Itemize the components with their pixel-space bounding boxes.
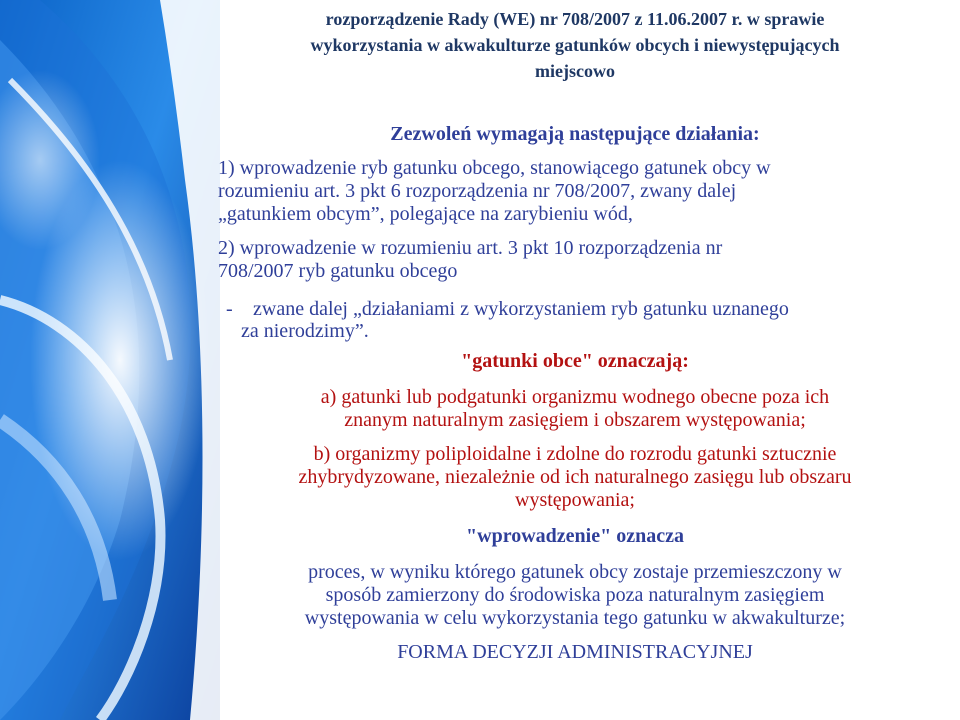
slide-content: [205, 0, 955, 720]
dash-item-line: za nierodzimy”.: [241, 320, 369, 342]
item-2-line: 2) wprowadzenie w rozumieniu art. 3 pkt 10 rozporządzenia nr: [218, 237, 723, 259]
process-line: proces, w wyniku którego gatunek obcy zostaje przemieszczony w: [308, 561, 842, 583]
item-1-line: 1) wprowadzenie ryb gatunku obcego, stanowiącego gatunek obcy w: [218, 157, 771, 179]
slide-title: [225, 6, 925, 84]
item-2-line: 708/2007 ryb gatunku obcego: [218, 260, 458, 282]
dash-bullet: -: [226, 298, 233, 320]
definition-b-line: zhybrydyzowane, niezależnie od ich naturalnego zasięgu lub obszaru: [298, 466, 852, 488]
blue-swirl-background: [0, 0, 220, 720]
title-line: miejscowo: [535, 61, 615, 81]
process-line: sposób zamierzony do środowiska poza naturalnym zasięgiem: [325, 584, 825, 606]
definition-b-line: występowania;: [515, 489, 635, 511]
title-line: wykorzystania w akwakulturze gatunków obcych i niewystępujących: [310, 35, 840, 55]
definition-b-line: b) organizmy poliploidalne i zdolne do rozrodu gatunki sztucznie: [313, 443, 837, 465]
item-1-line: rozumieniu art. 3 pkt 6 rozporządzenia nr 708/2007, zwany dalej: [218, 180, 737, 202]
heading-permits: Zezwoleń wymagają następujące działania:: [390, 123, 760, 145]
dash-item-line: zwane dalej „działaniami z wykorzystaniem ryb gatunku uznanego: [253, 298, 789, 320]
definition-a-line: a) gatunki lub podgatunki organizmu wodnego obecne poza ich: [320, 386, 830, 408]
definition-a-line: znanym naturalnym zasięgiem i obszarem występowania;: [344, 409, 806, 431]
title-line: rozporządzenie Rady (WE) nr 708/2007 z 11.06.2007 r. w sprawie: [325, 9, 825, 29]
process-line: występowania w celu wykorzystania tego gatunku w akwakulturze;: [304, 607, 846, 629]
heading-introduction: "wprowadzenie" oznacza: [466, 525, 684, 547]
item-1-line: „gatunkiem obcym”, polegające na zarybieniu wód,: [218, 203, 633, 225]
heading-alien-species: "gatunki obce" oznaczają:: [461, 350, 689, 372]
footer-decision-form: FORMA DECYZJI ADMINISTRACYJNEJ: [397, 641, 753, 663]
